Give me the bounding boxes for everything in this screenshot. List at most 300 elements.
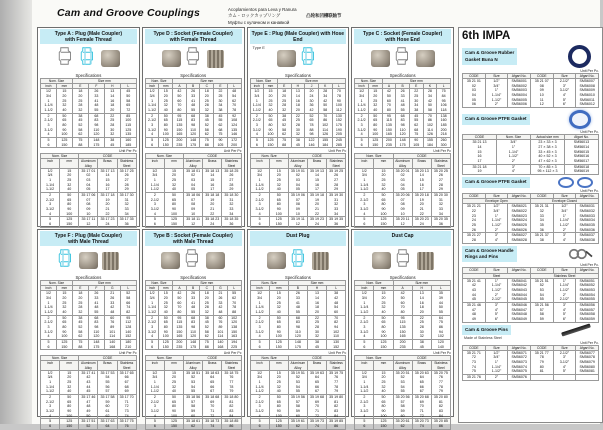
unit-per-pc-label: Unit Per Pc xyxy=(433,351,451,356)
nom-size-header: Nom. Size xyxy=(145,79,172,84)
code-group-row xyxy=(250,394,346,418)
code-group-row xyxy=(355,192,451,216)
code-subhead-row xyxy=(250,159,346,168)
unit-per-pc-label: Unit Per Pc. xyxy=(580,69,599,73)
dim-cell: 260 300 xyxy=(437,137,451,147)
dim-cell: 45 55 62 68 75 xyxy=(214,113,228,137)
dim-cell: 22 25 28 30 32 xyxy=(104,113,120,137)
dim-col-header: B xyxy=(396,84,410,89)
section-subhead: Envelope Open xyxy=(463,199,531,204)
panel-title-type-a xyxy=(40,29,137,44)
nom-size-header: Nom. Size xyxy=(250,281,288,286)
code-header: CODE xyxy=(393,154,450,159)
brass-code-cell: 35 17 53 54 55 56 57 xyxy=(98,370,117,394)
nom-size-header: Nom. Size xyxy=(145,356,183,361)
product-photo xyxy=(267,252,286,269)
section-title-line: Cam & Groove Rubber xyxy=(465,50,515,56)
empty-cell xyxy=(530,375,553,381)
empty-cell xyxy=(553,375,576,381)
technical-drawing-highlighted xyxy=(300,45,318,72)
stainless-code-cell: 35 20 85 86 xyxy=(431,419,450,429)
dim-cell: 68 83 98 110 120 xyxy=(186,315,200,339)
product-photo xyxy=(312,252,329,270)
product-photo xyxy=(162,50,181,67)
size-cell: 1/2" 3/4" 1" 1-1/4" 1-1/2" 2" xyxy=(485,204,508,233)
brass-code-cell: 35 18 23 24 xyxy=(203,217,222,227)
code-group-row xyxy=(463,140,599,164)
code-group-row xyxy=(145,217,241,227)
stainless-code-cell: 35 18 30 31 32 33 34 xyxy=(222,192,241,216)
panel-type-e xyxy=(247,27,350,227)
spec-group-row xyxy=(145,137,241,147)
stainless-code-cell: 35 20 35 36 xyxy=(431,217,450,227)
stainless-pin-image xyxy=(561,323,591,336)
nom-size-header: Nom. Size xyxy=(41,356,79,361)
panel-dust-plug xyxy=(247,229,350,428)
size-cell: 3" 4" xyxy=(485,233,508,243)
spec-body xyxy=(41,291,137,350)
code-group-row xyxy=(41,394,137,418)
mm-header: mm xyxy=(60,159,79,168)
stainless-code-cell: 35 17 30 31 32 33 34 xyxy=(117,192,136,216)
code-group-row xyxy=(145,394,241,418)
code-body xyxy=(145,168,241,227)
unit-per-pc-label: Unit Per Pc xyxy=(223,351,242,356)
material-header: Stainless Steel xyxy=(431,159,450,168)
size-mm-header: Size mm xyxy=(72,281,136,286)
dim-cell: 38 45 52 58 62 xyxy=(72,315,88,339)
impa-heading: 6th IMPA xyxy=(462,30,511,42)
nom-inch-cell: 5 6 xyxy=(250,339,269,349)
spec-group-row xyxy=(355,137,451,147)
brass-code-cell: 35 20 18 19 20 21 22 xyxy=(412,192,431,216)
nom-inch-cell: 5 6 xyxy=(355,419,374,429)
dim-col-header: L xyxy=(227,286,241,291)
aluminum-code-cell: 35 18 61 62 xyxy=(184,419,203,429)
material-header: Aluminum Alloy xyxy=(184,361,203,370)
panel-title-line: with Female Thread xyxy=(65,37,112,43)
aluminum-code-cell: 35 20 61 62 xyxy=(393,419,412,429)
material-header: Stainless Steel xyxy=(327,361,346,370)
inch-header: inch xyxy=(145,84,159,89)
dim-col-header: L xyxy=(332,84,346,89)
handle-rings-image xyxy=(567,248,593,260)
section-title-line: Gasket Buna N xyxy=(465,56,498,62)
nom-inch-cell: 2 2-1/2 3 3-1/2 4 xyxy=(41,192,60,216)
afgart-cell: SM56007 SM56008 SM56009 SM56010 SM56011 SM56012 xyxy=(576,79,599,108)
brass-code-cell: 35 17 23 24 xyxy=(98,217,117,227)
mm-header: mm xyxy=(60,361,79,370)
dim-cell: 13 14 16 18 20 xyxy=(104,89,120,113)
code-group-row xyxy=(250,192,346,216)
spec-caption: Specifications xyxy=(180,275,207,280)
size-mm-header: Size mm xyxy=(173,281,241,286)
technical-drawing xyxy=(394,45,412,72)
material-header: Brass xyxy=(412,361,431,370)
product-photo xyxy=(371,50,390,67)
dim-cell: 140 168 xyxy=(104,339,120,349)
nom-mm-cell: 50 65 80 90 100 xyxy=(159,113,173,137)
section-pins xyxy=(462,325,599,381)
section-table-body xyxy=(463,140,599,175)
size-mm-header: Size mm xyxy=(288,281,345,286)
spec-head xyxy=(355,281,451,291)
code-head xyxy=(250,356,346,370)
code-cell: 35 21 21 22 23 24 25 26 xyxy=(463,204,486,233)
spec-group-row xyxy=(145,315,241,339)
code-body xyxy=(250,168,346,227)
aluminum-code-cell: 35 17 11 12 xyxy=(79,217,98,227)
material-header: Stainless Steel xyxy=(431,361,450,370)
envelope-gaskets-image xyxy=(558,177,593,188)
unit-per-pc-label: Unit Per Pc xyxy=(119,351,137,356)
inch-header: inch xyxy=(250,84,264,89)
mm-header: mm xyxy=(374,159,393,168)
section-table-body xyxy=(463,79,599,108)
code-cell: 35 21 13 14 15 16 17 xyxy=(463,140,497,164)
section-title-ptfe-gasket xyxy=(462,114,530,124)
catalog-body xyxy=(37,27,599,428)
nom-mm-cell: 125 150 xyxy=(56,339,72,349)
code-body xyxy=(41,168,137,227)
code-table-type-e xyxy=(250,153,347,227)
code-header: CODE xyxy=(288,356,345,361)
afgart-cell: SM56001 SM56002 SM56003 SM56004 SM56005 SM56006 xyxy=(508,79,531,108)
nom-mm-cell: 50 65 80 90 100 xyxy=(60,192,79,216)
dim-cell: 90 105 xyxy=(214,137,228,147)
nom-inch-cell: 2 2-1/2 3 3-1/2 4 xyxy=(145,113,159,137)
dim-cell: 68 83 98 110 120 xyxy=(186,113,200,137)
mm-header: mm xyxy=(164,361,183,370)
dim-cell: 148 175 xyxy=(186,339,200,349)
spec-caption: Specifications xyxy=(75,275,102,280)
code-table-type-f xyxy=(40,355,137,429)
section-table-body xyxy=(463,350,599,380)
size-cell: 2" xyxy=(485,375,508,381)
spec-group-row xyxy=(355,113,451,137)
code-group-row xyxy=(250,370,346,394)
nom-mm-cell: 15 20 25 32 40 xyxy=(269,168,288,192)
spec-group-row xyxy=(145,89,241,113)
code-header: CODE xyxy=(393,356,450,361)
code-header: CODE xyxy=(288,154,345,159)
nom-inch-cell: 5 6 xyxy=(41,339,57,349)
code-group-row xyxy=(355,370,451,394)
stainless-code-cell: 35 18 35 36 xyxy=(222,217,241,227)
nom-mm-cell: 50 65 80 90 100 xyxy=(269,315,288,339)
nom-mm-cell: 50 65 80 90 100 xyxy=(56,113,72,137)
section-title-rubber-gasket xyxy=(462,48,517,65)
nom-inch-cell: 2 2-1/2 3 3-1/2 4 xyxy=(355,192,374,216)
subtitle-chinese: 凸轮和凹槽联轴节 xyxy=(306,13,342,19)
dim-cell: 68 83 98 110 120 xyxy=(396,113,410,137)
afgart-cell: SM56037 SM56038 xyxy=(576,233,599,243)
code-group-row xyxy=(41,192,137,216)
spec-group-row xyxy=(41,291,137,315)
spec-table-type-b xyxy=(145,280,242,350)
code-group-row xyxy=(463,233,599,243)
code-group-row xyxy=(355,168,451,192)
code-cell: 35 21 27 28 xyxy=(463,233,486,243)
dim-col-header: H xyxy=(307,286,326,291)
dim-cell: 18 20 25 28 32 xyxy=(200,291,214,315)
spec-caption: Specifications xyxy=(284,275,311,280)
nom-inch-cell: 2 2-1/2 3 3-1/2 4 xyxy=(355,113,369,137)
code-group-row xyxy=(250,168,346,192)
dim-cell: 13 14 16 18 20 xyxy=(412,291,431,315)
dim-cell: 60 76 89 101 114 xyxy=(214,315,228,339)
nom-mm-cell: 15 20 25 32 40 xyxy=(159,89,173,113)
inch-header: inch xyxy=(145,361,164,370)
section-col-header: Afgart No. xyxy=(508,74,531,79)
panel-title-line: with Male Thread xyxy=(172,239,214,245)
nom-inch-cell: 1/2 3/4 1 1-1/4 1-1/2 xyxy=(145,89,159,113)
technical-drawing xyxy=(184,247,202,274)
section-header-row xyxy=(462,246,599,263)
nom-mm-cell: 15 20 25 32 40 xyxy=(374,291,393,315)
unit-per-pc-label: Unit Per Pc. xyxy=(580,130,599,135)
aluminum-code-cell: 35 17 46 47 48 49 50 xyxy=(79,394,98,418)
dim-col-header: B xyxy=(186,84,200,89)
dim-cell: 38 45 xyxy=(104,137,120,147)
section-col-header: CODE xyxy=(530,193,553,198)
afgart-cell: SM56031 SM56032 SM56033 SM56034 SM56035 SM56036 xyxy=(576,204,599,233)
stainless-code-cell: 35 20 80 81 82 83 84 xyxy=(431,394,450,418)
dim-col-header: E xyxy=(409,84,423,89)
inch-header: inch xyxy=(250,159,269,168)
dim-cell: 95 112 128 140 152 xyxy=(120,315,136,339)
dim-cell: 148 175 xyxy=(88,339,104,349)
afgart-cell: SM56076 xyxy=(508,375,531,381)
dim-cell: 45 55 62 68 75 xyxy=(409,113,423,137)
spec-caption: Specifications xyxy=(75,73,102,78)
afgart-cell: SM56046 SM56047 SM56048 SM56049 xyxy=(508,302,531,322)
stainless-code-cell: 35 19 85 86 xyxy=(327,419,346,429)
dim-cell: 26 33 41 48 55 xyxy=(396,89,410,113)
product-photo xyxy=(416,50,435,67)
mm-header: mm xyxy=(269,286,288,291)
code-group-row xyxy=(463,302,599,322)
nom-mm-cell: 15 20 25 32 40 xyxy=(269,370,288,394)
spec-group-row xyxy=(355,89,451,113)
nom-mm-cell: 50 65 80 90 100 xyxy=(374,192,393,216)
section-col-header: Size xyxy=(553,345,576,350)
dim-cell: 148 175 xyxy=(396,137,410,147)
dim-cell: 21 26 33 42 48 xyxy=(104,291,120,315)
spec-group-row xyxy=(41,315,137,339)
dim-cell: 18 20 25 28 32 xyxy=(72,89,88,113)
code-table-dust-cap xyxy=(354,355,451,429)
nom-mm-cell: 15 20 25 32 40 xyxy=(368,89,382,113)
dim-cell: 140 168 xyxy=(214,339,228,349)
material-header: Aluminum Alloy xyxy=(393,361,412,370)
dim-cell: 68 83 98 110 120 xyxy=(288,315,307,339)
dim-cell: 64 75 86 94 102 xyxy=(431,315,450,339)
section-col-header: Size xyxy=(553,74,576,79)
dim-cell: 138 160 185 200 218 xyxy=(437,113,451,137)
panel-title-line: with Male Thread xyxy=(68,239,109,245)
code-body xyxy=(250,370,346,429)
spec-group-row xyxy=(145,113,241,137)
nom-inch-cell: 5 6 xyxy=(355,137,369,147)
nom-inch-cell: 1/2 3/4 1 1-1/4 1-1/2 xyxy=(145,370,164,394)
section-col-header: Size xyxy=(485,268,508,273)
section-title-line: Cam & Groove Pins xyxy=(465,326,508,332)
nom-inch-cell: 1/2 3/4 1 1-1/4 1-1/2 xyxy=(250,291,269,315)
nom-inch-cell: 5 6 xyxy=(250,137,264,147)
nom-size-header: Nom. Size xyxy=(250,79,277,84)
dim-cell: 38 45 52 58 62 xyxy=(200,113,214,137)
code-head xyxy=(41,154,137,168)
code-group-row xyxy=(145,370,241,394)
nom-size-header: Nom. Size xyxy=(145,281,172,286)
panel-title-line: Type D : Socket (Female Coupler) xyxy=(153,30,233,37)
dim-cell: 70 82 94 102 110 xyxy=(327,315,346,339)
dim-cell: 21 26 33 42 48 xyxy=(214,291,228,315)
stainless-code-cell: 35 20 30 31 32 33 34 xyxy=(431,192,450,216)
dim-cell: 75 88 xyxy=(72,339,88,349)
dim-cell: 55 62 70 78 88 xyxy=(227,291,241,315)
size-mm-header: Size mm xyxy=(382,79,450,84)
size-cell: 3" 4" xyxy=(553,233,576,243)
dim-cell: 75 84 95 106 118 xyxy=(437,89,451,113)
section-col-header: Nom. Size xyxy=(497,135,531,140)
section-table-rubber-gasket xyxy=(462,73,599,108)
afgart-cell: SM56021 SM56022 SM56023 SM56024 SM56025 SM56026 xyxy=(508,204,531,233)
nom-mm-cell: 125 150 xyxy=(60,217,79,227)
aluminum-code-cell: 35 18 56 57 58 59 60 xyxy=(184,394,203,418)
dim-col-header: A xyxy=(382,84,396,89)
nom-inch-cell: 5 6 xyxy=(355,217,374,227)
dim-col-header: H xyxy=(412,286,431,291)
section-title-pins xyxy=(462,325,511,335)
code-subhead-row xyxy=(355,159,451,168)
nom-mm-cell: 125 150 xyxy=(60,419,79,429)
nom-size-header: Nom. Size xyxy=(355,281,393,286)
code-head xyxy=(41,356,137,370)
code-group-row xyxy=(41,370,137,394)
section-col-header: CODE xyxy=(463,345,486,350)
nom-mm-cell: 50 65 80 90 100 xyxy=(164,192,183,216)
material-header: Aluminum Alloy xyxy=(184,159,203,168)
dim-cell: 38 42 48 54 60 xyxy=(327,291,346,315)
dim-cell: 38 45 52 58 62 xyxy=(72,113,88,137)
unit-per-pc-label: Unit Per Pc xyxy=(119,149,137,154)
brass-code-cell: 35 19 73 74 xyxy=(307,419,326,429)
stainless-code-cell: 35 17 75 76 xyxy=(117,419,136,429)
technical-drawing xyxy=(57,45,75,72)
mm-header: mm xyxy=(269,159,288,168)
dim-cell: 18 20 25 28 32 xyxy=(277,89,291,113)
section-subhead: Stainless Steel xyxy=(530,273,598,278)
code-head xyxy=(145,154,241,168)
nom-inch-cell: 2 2-1/2 3 3-1/2 4 xyxy=(250,394,269,418)
dim-col-header: L xyxy=(120,84,136,89)
dim-cell: 180 210 xyxy=(120,339,136,349)
spec-table-dust-cap xyxy=(354,280,451,350)
code-table-type-a xyxy=(40,153,137,227)
spec-table-type-c xyxy=(354,78,451,148)
dim-col-header: J xyxy=(305,84,319,89)
nom-inch-cell: 2 2-1/2 3 3-1/2 4 xyxy=(250,315,269,339)
material-header: Aluminum Alloy xyxy=(79,361,98,370)
spec-head xyxy=(250,281,346,291)
dim-cell: 194 225 xyxy=(227,339,241,349)
dim-col-header: G xyxy=(104,286,120,291)
code-group-row xyxy=(41,419,137,429)
page-title: Cam and Groove Couplings xyxy=(57,7,201,19)
brass-code-cell: 35 18 68 69 70 71 72 xyxy=(203,394,222,418)
dim-cell: 160 185 xyxy=(120,137,136,147)
nom-inch-cell: 1/2 3/4 1 1-1/4 1-1/2 xyxy=(250,89,264,113)
section-title-ptfe-gasket-envelope xyxy=(462,177,530,187)
code-group-row xyxy=(145,192,241,216)
dim-cell: 245 285 xyxy=(332,137,346,147)
panel-dust-cap xyxy=(351,229,454,428)
stainless-code-cell: 35 20 25 26 27 28 29 xyxy=(431,168,450,192)
size-cell: 1" 1-1/4" 1-1/2" 2" 2-1/2" xyxy=(485,278,508,302)
nom-mm-cell: 15 20 25 32 40 xyxy=(374,370,393,394)
nom-inch-cell: 1/2 3/4 1 1-1/4 1-1/2 xyxy=(250,370,269,394)
nom-inch-cell: 1/2 3/4 1 1-1/4 1-1/2 xyxy=(250,168,269,192)
nom-mm-cell: 125 150 xyxy=(269,217,288,227)
spec-group-row xyxy=(355,315,451,339)
panel-title-dust-cap xyxy=(354,231,451,246)
aluminum-code-cell: 35 17 06 07 08 09 10 xyxy=(79,192,98,216)
nom-inch-cell: 1/2 3/4 1 1-1/4 1-1/2 xyxy=(41,291,57,315)
nom-size-header: Nom. Size xyxy=(355,79,382,84)
aluminum-code-cell: 35 20 06 07 08 09 10 xyxy=(393,192,412,216)
brass-code-cell: 35 20 23 24 xyxy=(412,217,431,227)
code-body xyxy=(355,370,451,429)
nom-inch-cell: 2 2-1/2 3 3-1/2 4 xyxy=(355,394,374,418)
section-col-header: CODE xyxy=(463,193,486,198)
dim-cell: 92 108 124 135 146 xyxy=(227,113,241,137)
brass-code-cell: 35 18 13 14 15 16 17 xyxy=(203,168,222,192)
brass-code-cell: 35 19 23 24 xyxy=(307,217,326,227)
brass-code-cell: 35 18 73 74 xyxy=(203,419,222,429)
aluminum-code-cell: 35 19 51 52 53 54 55 xyxy=(288,370,307,394)
subtitle-spanish: Acoplamientos para Leva y Ranura xyxy=(228,7,297,12)
spec-group-row xyxy=(355,339,451,349)
technical-drawing-highlighted xyxy=(57,247,75,274)
nom-mm-cell: 15 20 25 32 40 xyxy=(159,291,173,315)
ptfe-gasket-image xyxy=(569,110,591,129)
dim-col-header: L xyxy=(120,286,136,291)
material-header: Brass xyxy=(307,361,326,370)
section-col-header: Actual size mm xyxy=(531,135,565,140)
dim-cell: 22 25 28 30 32 xyxy=(412,315,431,339)
code-group-row xyxy=(463,79,599,108)
dim-col-header: F xyxy=(88,84,104,89)
aluminum-code-cell: 35 20 56 57 58 59 60 xyxy=(393,394,412,418)
nom-mm-cell: 50 65 80 90 100 xyxy=(269,394,288,418)
nom-size-header: Nom. Size xyxy=(250,154,288,159)
dim-col-header: F xyxy=(88,286,104,291)
aluminum-code-cell: 35 20 11 12 xyxy=(393,217,412,227)
panel-title-line: Type B : Socket (Female Coupler) xyxy=(153,232,233,239)
section-note: Made of Stainless Steel xyxy=(464,335,502,340)
spec-caption: Specifications xyxy=(389,275,416,280)
panel-type-d xyxy=(142,27,245,227)
material-header: Brass xyxy=(203,159,222,168)
dim-cell: 122 146 xyxy=(305,137,319,147)
code-head xyxy=(250,154,346,168)
inch-header: inch xyxy=(355,159,374,168)
dim-cell: 90 105 xyxy=(409,137,423,147)
spec-group-row xyxy=(250,89,346,113)
afgart-cell: SM56056 SM56057 SM56058 SM56059 xyxy=(576,302,599,322)
